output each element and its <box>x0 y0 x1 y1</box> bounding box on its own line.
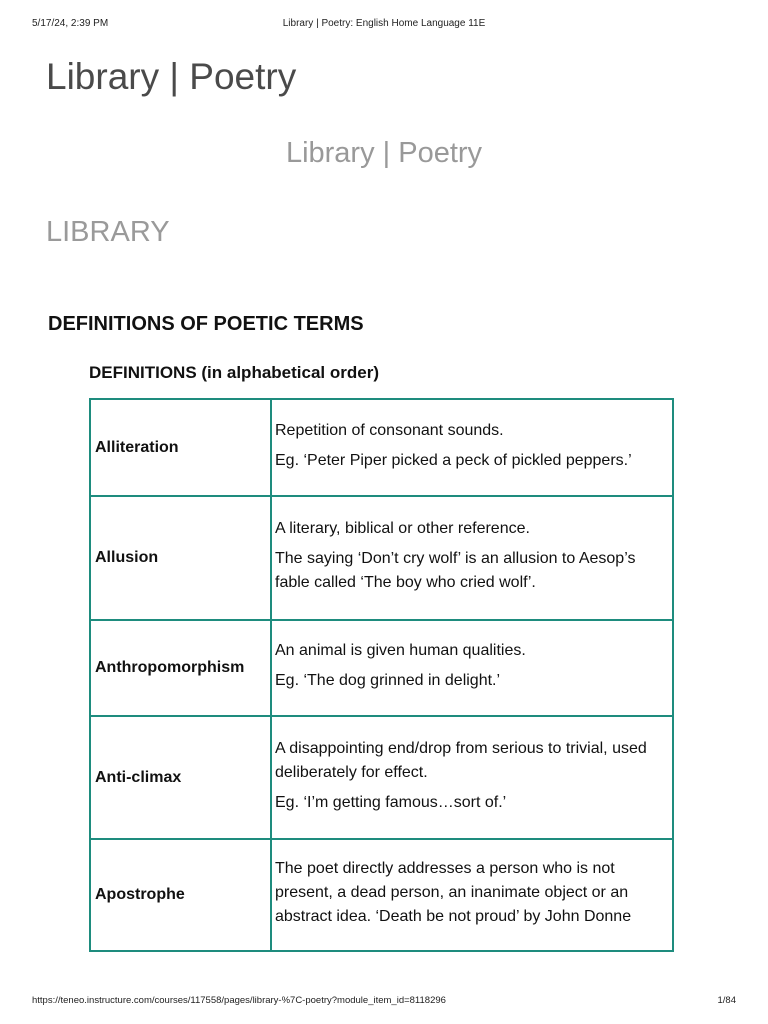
term-cell: Anthropomorphism <box>90 620 271 716</box>
page-number: 1/84 <box>717 995 736 1006</box>
term-cell: Allusion <box>90 496 271 620</box>
definition-cell <box>271 620 673 716</box>
term-cell: Apostrophe <box>90 839 271 951</box>
term-cell: Alliteration <box>90 399 271 496</box>
table-row <box>90 399 673 496</box>
definition-line: A literary, biblical or other reference. <box>275 520 530 537</box>
definition-cell <box>271 399 673 496</box>
table-row <box>90 716 673 839</box>
definition-cell <box>271 716 673 839</box>
table-row <box>90 620 673 716</box>
definition-line: A disappointing end/drop from serious to trivial, used deliberately for effect. <box>275 739 647 781</box>
definition-cell <box>271 839 673 951</box>
definition-line: An animal is given human qualities. <box>275 642 526 659</box>
definition-cell <box>271 496 673 620</box>
section-label: LIBRARY <box>46 216 170 248</box>
print-header-datetime: 5/17/24, 2:39 PM <box>32 18 109 29</box>
definition-line: Eg. ‘The dog grinned in delight.’ <box>275 672 501 689</box>
definition-line: Eg. ‘Peter Piper picked a peck of pickled peppers.’ <box>275 451 632 469</box>
poetic-terms-table <box>89 398 674 952</box>
term-cell: Anti-climax <box>90 716 271 839</box>
table-row <box>90 839 673 951</box>
definition-line: Eg. ‘I’m getting famous…sort of.’ <box>275 793 507 811</box>
library-banner: Library | Poetry <box>285 137 483 169</box>
table-row <box>90 496 673 620</box>
definition-line: The poet directly addresses a person who is not present, a dead person, an inanimate object or an abstract idea. ‘Death be not proud’ by John Donne <box>275 860 632 925</box>
page-url-link[interactable]: https://teneo.instructure.com/courses/117558/pages/library-%7C-poetry?module_item_id=8118296 <box>32 995 446 1006</box>
print-header-title: Library | Poetry: English Home Language 11E <box>282 18 486 29</box>
definition-line: The saying ‘Don’t cry wolf’ is an allusion to Aesop’s fable called ‘The boy who cried wolf’. <box>275 550 636 591</box>
definition-line: Repetition of consonant sounds. <box>275 421 504 439</box>
definitions-heading: DEFINITIONS OF POETIC TERMS <box>48 313 364 335</box>
definitions-subheading: DEFINITIONS (in alphabetical order) <box>89 363 379 382</box>
page-title: Library | Poetry <box>46 56 297 97</box>
